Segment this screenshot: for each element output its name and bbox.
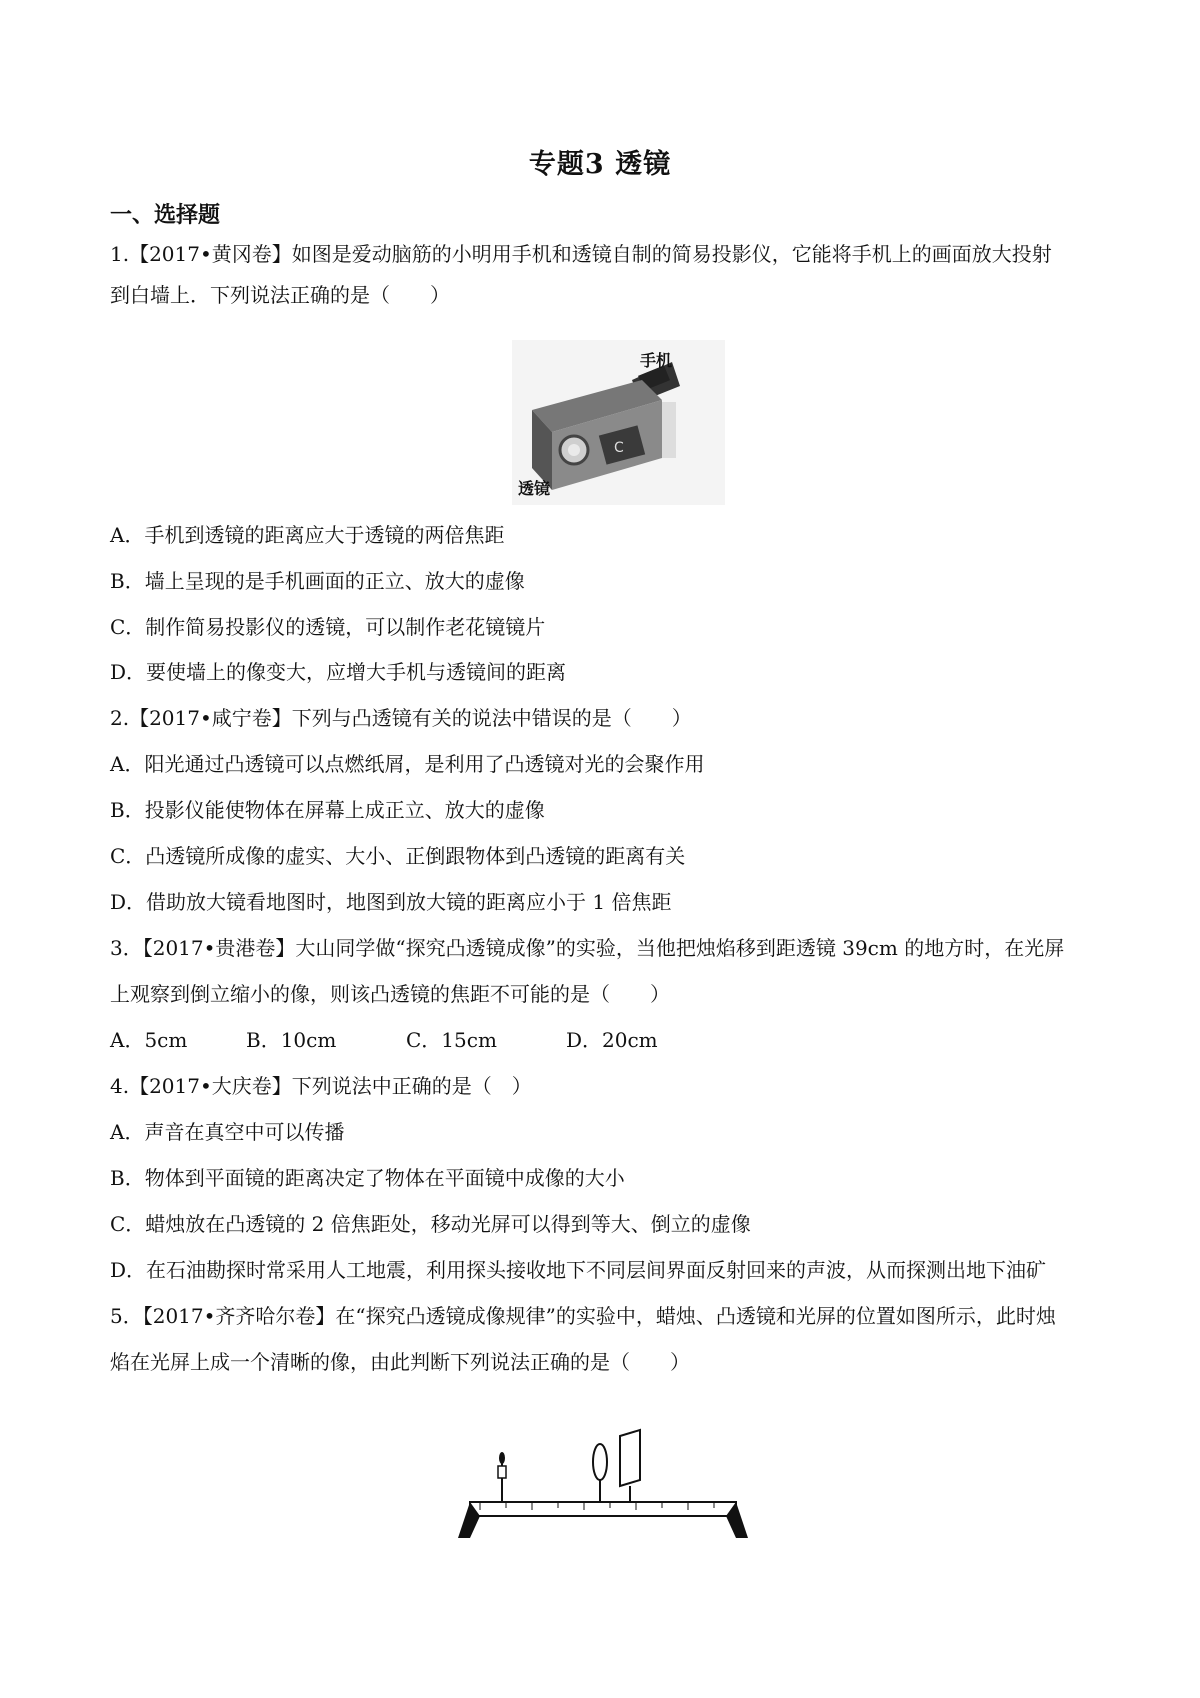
optical-bench-figure	[450, 1428, 756, 1542]
q5-stem-line2: 焰在光屏上成一个清晰的像，由此判断下列说法正确的是（ ）	[110, 1350, 690, 1374]
q3-option-b: B．10cm	[246, 1028, 337, 1052]
q4-option-d: D．在石油勘探时常采用人工地震，利用探头接收地下不同层间界面反射回来的声波，从而探测出地下油矿	[110, 1258, 1047, 1282]
q1-option-b: B．墙上呈现的是手机画面的正立、放大的虚像	[110, 569, 525, 593]
q2-option-a: A．阳光通过凸透镜可以点燃纸屑，是利用了凸透镜对光的会聚作用	[110, 752, 705, 776]
q1-option-c: C．制作简易投影仪的透镜，可以制作老花镜镜片	[110, 615, 546, 639]
q4-option-a: A．声音在真空中可以传播	[110, 1120, 345, 1144]
figure-label-lens: 透镜	[518, 479, 551, 498]
q2-option-d: D．借助放大镜看地图时，地图到放大镜的距离应小于 1 倍焦距	[110, 890, 672, 914]
q2-stem: 2.【2017•咸宁卷】下列与凸透镜有关的说法中错误的是（ ）	[110, 706, 692, 730]
optical-bench-illustration	[450, 1428, 756, 1542]
section-heading: 一、选择题	[110, 202, 221, 228]
projector-figure	[512, 340, 725, 505]
q2-option-b: B．投影仪能使物体在屏幕上成正立、放大的虚像	[110, 798, 545, 822]
q3-option-c: C．15cm	[406, 1028, 497, 1052]
page-title: 专题3 透镜	[528, 149, 672, 180]
q1-stem-line1: 1.【2017•黄冈卷】如图是爱动脑筋的小明用手机和透镜自制的简易投影仪，它能将手机上的画面放大投射	[110, 242, 1052, 266]
q4-stem: 4.【2017•大庆卷】下列说法中正确的是（ ）	[110, 1074, 532, 1098]
q4-option-b: B．物体到平面镜的距离决定了物体在平面镜中成像的大小	[110, 1166, 625, 1190]
q3-stem-line2: 上观察到倒立缩小的像，则该凸透镜的焦距不可能的是（ ）	[110, 982, 670, 1006]
q4-option-c: C．蜡烛放在凸透镜的 2 倍焦距处，移动光屏可以得到等大、倒立的虚像	[110, 1212, 751, 1236]
q1-stem-line2: 到白墙上．下列说法正确的是（ ）	[110, 283, 450, 307]
svg-text:C: C	[614, 440, 624, 456]
q3-option-a: A．5cm	[110, 1028, 188, 1052]
figure-label-phone: 手机	[640, 351, 673, 370]
q3-option-d: D．20cm	[566, 1028, 658, 1052]
q3-stem-line1: 3．【2017•贵港卷】大山同学做“探究凸透镜成像”的实验，当他把烛焰移到距透镜 39cm 的地方时，在光屏	[110, 936, 1065, 960]
q1-option-a: A．手机到透镜的距离应大于透镜的两倍焦距	[110, 523, 505, 547]
q2-option-c: C．凸透镜所成像的虚实、大小、正倒跟物体到凸透镜的距离有关	[110, 844, 686, 868]
q1-option-d: D．要使墙上的像变大，应增大手机与透镜间的距离	[110, 660, 567, 684]
q3-options	[110, 1026, 658, 1054]
q5-stem-line1: 5．【2017•齐齐哈尔卷】在“探究凸透镜成像规律”的实验中，蜡烛、凸透镜和光屏的位置如图所示，此时烛	[110, 1304, 1056, 1328]
